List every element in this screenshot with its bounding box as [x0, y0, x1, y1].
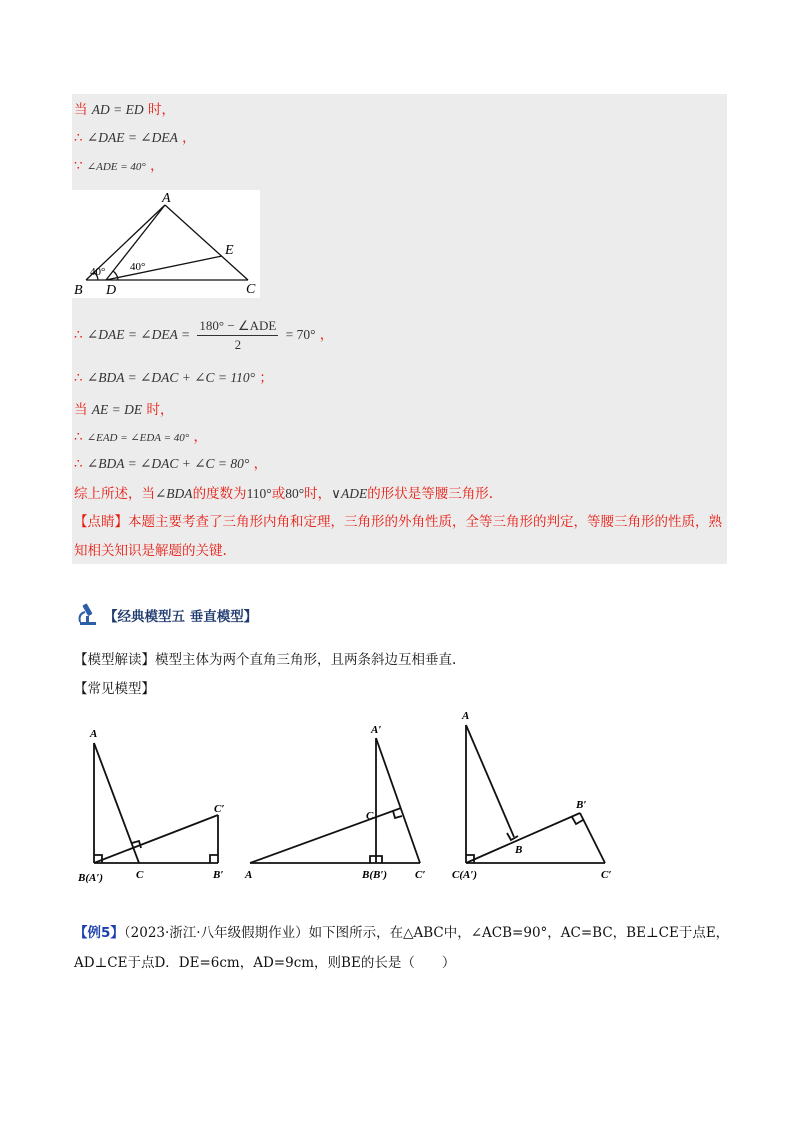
section-heading-text: 【经典模型五 垂直模型】 — [104, 609, 258, 625]
label-b-b-prime: B(B′) — [362, 869, 388, 881]
text: ， — [253, 456, 268, 472]
angle-label-d: 40° — [130, 261, 146, 273]
fraction-numerator: 180° − ∠ADE — [197, 318, 278, 336]
solution-line-3 — [74, 154, 164, 174]
therefore-symbol: ∴ — [74, 429, 83, 445]
math-expression: ∠BDA = ∠DAC + ∠C = 110° — [86, 370, 256, 385]
text: ， — [182, 130, 196, 146]
text: ； — [259, 370, 273, 386]
label-a: A — [245, 869, 253, 881]
label-c: C — [246, 282, 256, 297]
text: ， — [319, 327, 334, 343]
math-expression: ∨ADE — [331, 486, 368, 501]
label-b-prime: B′ — [576, 799, 587, 811]
text: 当 — [74, 402, 88, 418]
math-expression: AD = ED — [91, 102, 144, 117]
therefore-symbol: ∴ — [74, 370, 83, 386]
solution-line-7 — [74, 425, 207, 445]
math-expression: = 70° — [285, 327, 316, 342]
solution-line-5 — [74, 366, 273, 386]
math-expression: ∠ADE = 40° — [86, 161, 146, 173]
label-a: A — [90, 728, 98, 740]
label-c-prime: C′ — [415, 869, 426, 881]
fraction-denominator: 2 — [234, 337, 242, 352]
label-b-prime: B′ — [213, 869, 224, 881]
text: 时， — [147, 102, 175, 118]
model-figures — [74, 705, 634, 895]
solution-line-1 — [74, 98, 175, 118]
solution-line-8 — [74, 452, 267, 472]
label-b: B — [515, 844, 523, 856]
angle-label-b: 40° — [90, 266, 106, 278]
math-expression: 80° — [285, 486, 305, 501]
label-c: C — [136, 869, 144, 881]
label-d: D — [106, 283, 117, 298]
text: 当 — [74, 102, 88, 118]
label-e: E — [225, 243, 234, 258]
microscope-icon — [74, 602, 100, 628]
model-figures-svg — [74, 705, 634, 895]
model-figure-3 — [452, 710, 611, 881]
text: 时， — [304, 486, 332, 502]
triangle-figure — [72, 190, 260, 298]
label-b: B — [74, 283, 83, 298]
example-5 — [74, 918, 734, 978]
math-expression: 110° — [246, 486, 272, 501]
therefore-symbol: ∴ — [74, 130, 83, 146]
triangle-svg — [72, 190, 260, 298]
label-c-prime: C′ — [214, 803, 225, 815]
label-c: C — [366, 810, 374, 822]
math-expression: ∠BDA = ∠DAC + ∠C = 80° — [86, 456, 250, 471]
model-figure-2 — [244, 724, 425, 881]
model-figure-1 — [77, 728, 224, 884]
text: ， — [150, 158, 164, 174]
label-c-a-prime: C(A′) — [452, 869, 478, 881]
label-a: A — [162, 191, 171, 206]
therefore-symbol: ∴ — [74, 456, 83, 472]
solution-line-4 — [74, 318, 333, 353]
solution-line-6 — [74, 398, 173, 418]
text: 或 — [271, 486, 286, 502]
math-expression: ∠DAE = ∠DEA = — [86, 327, 191, 342]
solution-comment: 【点睛】本题主要考查了三角形内角和定理，三角形的外角性质，全等三角形的判定，等腰三角形的性质，熟知相关知识是解题的关键. — [74, 514, 722, 559]
label-c-prime: C′ — [601, 869, 612, 881]
solution-line-2 — [74, 126, 196, 146]
fraction — [197, 318, 278, 353]
text: 的度数为 — [192, 486, 247, 502]
model-reading-text: 【模型解读】模型主体为两个直角三角形，且两条斜边互相垂直. — [74, 652, 457, 668]
text: 综上所述，当 — [74, 486, 155, 502]
label-b-a-prime: B(A′) — [78, 872, 104, 884]
example-label: 【例5】 — [74, 925, 124, 941]
text: 时， — [146, 402, 174, 418]
common-model-label: 【常见模型】 — [74, 681, 155, 697]
label-a: A — [462, 710, 470, 722]
section-heading — [74, 600, 257, 630]
text: 的形状是等腰三角形. — [367, 486, 494, 502]
math-expression: ∠EAD = ∠EDA = 40° — [86, 432, 190, 444]
math-expression: AE = DE — [91, 402, 143, 417]
therefore-symbol: ∴ — [74, 327, 83, 343]
label-a-prime: A′ — [371, 724, 382, 736]
example-text: （2023·浙江·八年级假期作业）如下图所示，在△ABC中，∠ACB=90°，AC=BC，BE⊥CE于点E，AD⊥CE于点D．DE=6cm，AD=9cm，则BE的长是（ ） — [74, 925, 730, 971]
solution-summary — [74, 482, 493, 502]
math-expression: ∠BDA — [155, 486, 193, 501]
because-symbol: ∵ — [74, 158, 83, 174]
text: ， — [193, 429, 207, 445]
math-expression: ∠DAE = ∠DEA — [86, 130, 178, 145]
